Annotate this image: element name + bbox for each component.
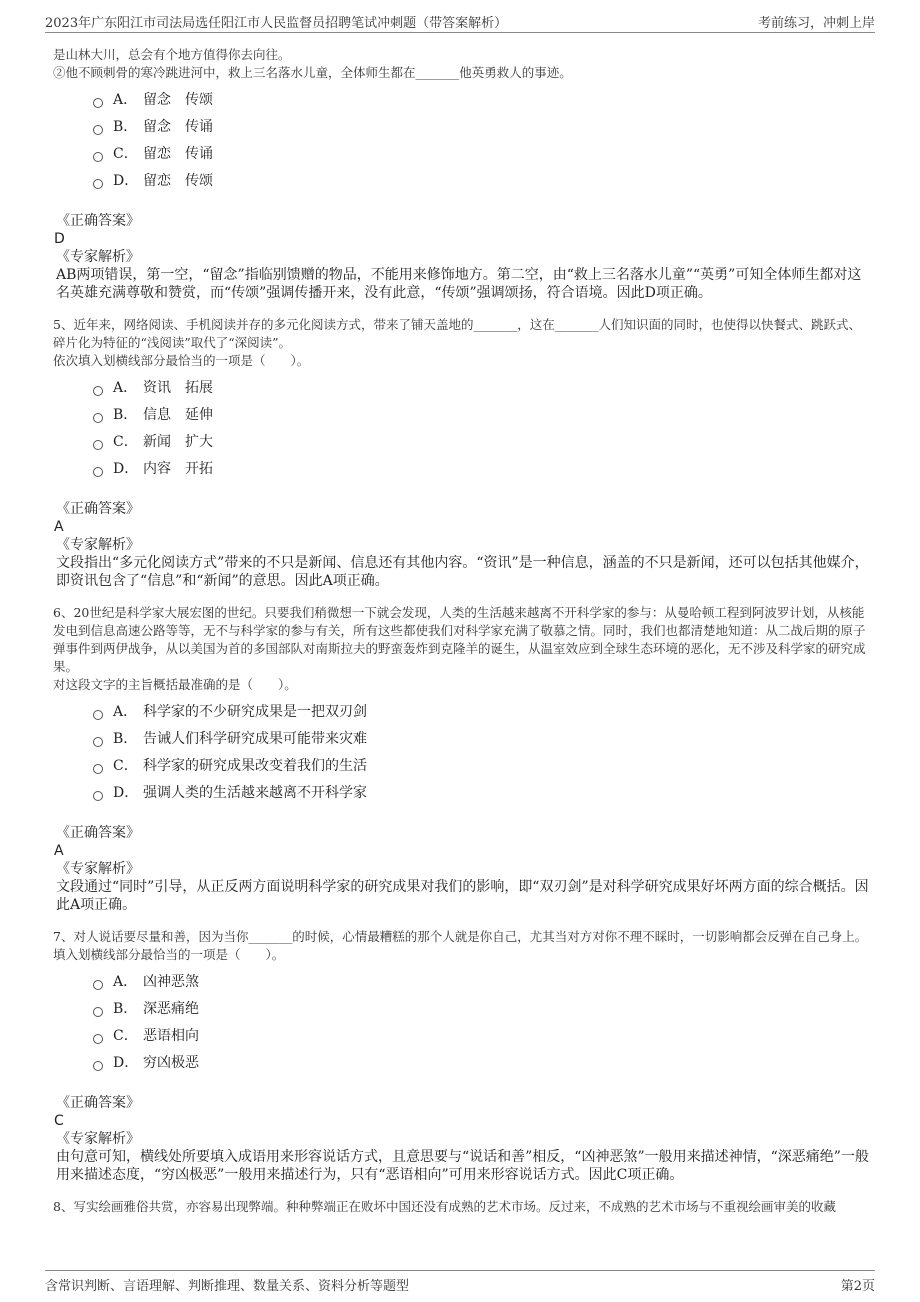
option-b[interactable]: B． 深恶痛绝	[93, 995, 873, 1022]
question-block	[53, 1198, 873, 1216]
option-a[interactable]: A． 凶神恶煞	[93, 968, 873, 995]
analysis-text: 文段通过“同时”引导，从正反两方面说明科学家的研究成果对我们的影响，即“双刃剑”是对科学研究成果好坏两方面的综合概括。因此A项正确。	[56, 879, 869, 913]
question-prompt: 对这段文字的主旨概括最准确的是（ ）。	[53, 677, 297, 692]
radio-icon[interactable]	[93, 467, 103, 477]
option-list	[93, 968, 873, 1076]
radio-icon[interactable]	[93, 1007, 103, 1017]
footer-topics: 含常识判断、言语理解、判断推理、数量关系、资料分析等题型	[45, 1279, 410, 1294]
analysis-text: AB两项错误，第一空，“留念”指临别馈赠的物品，不能用来修饰地方。第二空，由“救上三名落水儿童”“英勇”可知全体师生都对这名英雄充满尊敬和赞赏，而“传颂”强调传播开来，没有此意，“传颂”强调颂扬，符合语境。因此D项正确。	[56, 267, 862, 301]
radio-icon[interactable]	[93, 125, 103, 135]
option-b[interactable]: B． 告诫人们科学研究成果可能带来灾难	[93, 725, 873, 752]
question-prompt: 填入划横线部分最恰当的一项是（ ）。	[53, 947, 285, 962]
question-text: ②他不顾刺骨的寒冷跳进河中，救上三名落水儿童，全体师生都在_______他英勇救人的事迹。	[53, 65, 572, 80]
option-c[interactable]: C． 留恋 传诵	[93, 140, 873, 167]
radio-icon[interactable]	[93, 1061, 103, 1071]
page-content	[53, 46, 873, 1216]
option-b[interactable]: B． 留念 传诵	[93, 113, 873, 140]
answer-section	[53, 212, 873, 302]
question-block	[53, 928, 873, 1184]
radio-icon[interactable]	[93, 98, 103, 108]
radio-icon[interactable]	[93, 791, 103, 801]
analysis-text: 由句意可知，横线处所要填入成语用来形容说话方式，且意思要与“说话和善”相反，“凶神恶煞”一般用来描述神情，“深恶痛绝”一般用来描述态度，“穷凶极恶”一般用来描述行为，只有“恶语相向”可用来形容说话方式。因此C项正确。	[56, 1149, 869, 1183]
correct-answer: D	[54, 231, 65, 247]
option-list	[93, 86, 873, 194]
radio-icon[interactable]	[93, 764, 103, 774]
answer-section	[53, 1094, 873, 1184]
header-slogan: 考前练习，冲刺上岸	[757, 16, 875, 31]
question-text: 5、近年来，网络阅读、手机阅读并存的多元化阅读方式，带来了铺天盖地的_______，这在_______人们知识面的同时，也使得以快餐式、跳跃式、碎片化为特征的“浅阅读”取代了“深阅读”。	[53, 317, 861, 350]
answer-label: 《正确答案》	[56, 825, 140, 841]
option-a[interactable]: A． 资讯 拓展	[93, 374, 873, 401]
radio-icon[interactable]	[93, 152, 103, 162]
answer-section	[53, 824, 873, 914]
radio-icon[interactable]	[93, 1034, 103, 1044]
analysis-text: 文段指出“多元化阅读方式”带来的不只是新闻、信息还有其他内容。“资讯”是一种信息，涵盖的不只是新闻，还可以包括其他媒介，即资讯包含了“信息”和“新闻”的意思。因此A项正确。	[56, 555, 869, 589]
option-d[interactable]: D． 留恋 传颂	[93, 167, 873, 194]
option-a[interactable]: A． 留念 传颂	[93, 86, 873, 113]
radio-icon[interactable]	[93, 386, 103, 396]
radio-icon[interactable]	[93, 710, 103, 720]
analysis-label: 《专家解析》	[56, 1131, 140, 1147]
question-text: 8、写实绘画雅俗共赏，亦容易出现弊端。种种弊端正在败坏中国还没有成熟的艺术市场。反过来，不成熟的艺术市场与不重视绘画审美的收藏	[53, 1199, 836, 1214]
radio-icon[interactable]	[93, 440, 103, 450]
question-block	[53, 316, 873, 590]
correct-answer: C	[54, 1113, 64, 1129]
option-b[interactable]: B． 信息 延伸	[93, 401, 873, 428]
option-d[interactable]: D． 内容 开拓	[93, 455, 873, 482]
radio-icon[interactable]	[93, 737, 103, 747]
correct-answer: A	[54, 843, 64, 859]
radio-icon[interactable]	[93, 980, 103, 990]
option-c[interactable]: C． 新闻 扩大	[93, 428, 873, 455]
analysis-label: 《专家解析》	[56, 249, 140, 265]
page-header	[45, 10, 875, 33]
answer-label: 《正确答案》	[56, 213, 140, 229]
option-list	[93, 698, 873, 806]
radio-icon[interactable]	[93, 413, 103, 423]
page-footer	[45, 1270, 875, 1293]
question-block	[53, 46, 873, 302]
analysis-label: 《专家解析》	[56, 537, 140, 553]
question-block	[53, 604, 873, 914]
option-c[interactable]: C． 恶语相向	[93, 1022, 873, 1049]
correct-answer: A	[54, 519, 64, 535]
answer-section	[53, 500, 873, 590]
option-c[interactable]: C． 科学家的研究成果改变着我们的生活	[93, 752, 873, 779]
analysis-label: 《专家解析》	[56, 861, 140, 877]
document-title: 2023年广东阳江市司法局选任阳江市人民监督员招聘笔试冲刺题（带答案解析）	[45, 16, 508, 31]
page-number: 第2页	[840, 1279, 875, 1294]
option-d[interactable]: D． 穷凶极恶	[93, 1049, 873, 1076]
question-prompt: 依次填入划横线部分最恰当的一项是（ ）。	[53, 353, 310, 368]
answer-label: 《正确答案》	[56, 501, 140, 517]
question-text: 7、对人说话要尽量和善，因为当你_______的时候，心情最糟糕的那个人就是你自己，尤其当对方对你不理不睬时，一切影响都会反弹在自己身上。	[53, 929, 868, 944]
answer-label: 《正确答案》	[56, 1095, 140, 1111]
question-text: 是山林大川，总会有个地方值得你去向往。	[53, 47, 291, 62]
option-list	[93, 374, 873, 482]
question-text: 6、20世纪是科学家大展宏图的世纪。只要我们稍微想一下就会发现，人类的生活越来越离不开科学家的参与：从曼哈顿工程到阿波罗计划，从核能发电到信息高速公路等等，无不与科学家的参与有关，所有这些都使我们对科学家充满了敬慕之情。同时，我们也都清楚地知道：从二战后期的原子弹事件到两伊战争，从以美国为首的多国部队对南斯拉夫的野蛮轰炸到克隆羊的诞生，从温室效应到全球生态环境的恶化，无不涉及科学家的研究成果。	[53, 605, 866, 674]
option-d[interactable]: D． 强调人类的生活越来越离不开科学家	[93, 779, 873, 806]
radio-icon[interactable]	[93, 179, 103, 189]
option-a[interactable]: A． 科学家的不少研究成果是一把双刃剑	[93, 698, 873, 725]
